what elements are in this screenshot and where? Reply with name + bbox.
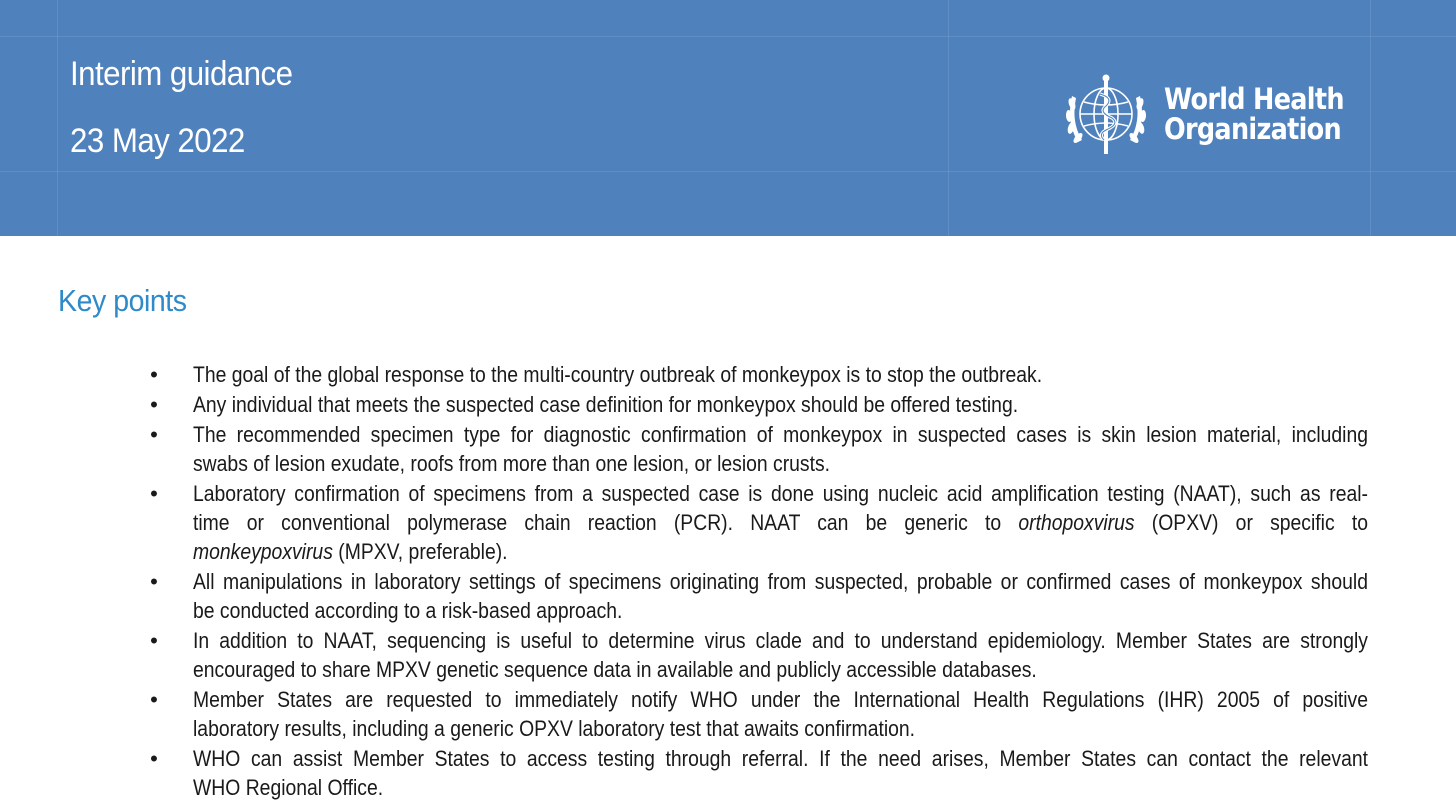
text-run: encouraged to share MPXV genetic sequence data in available and publicly accessible databases. <box>193 657 1037 682</box>
key-point-item <box>150 360 1368 389</box>
key-point-line <box>193 714 1368 743</box>
key-point-line <box>193 655 1368 684</box>
key-point-item <box>150 626 1368 684</box>
who-logo[interactable] <box>1060 72 1360 162</box>
bullet-dot-icon: • <box>150 362 158 387</box>
bullet-dot-icon: • <box>150 481 158 506</box>
text-run: WHO can assist Member States to access testing through referral. If the need arises, Member States can contact the relevant <box>193 746 1368 771</box>
document-type: Interim guidance <box>70 55 293 93</box>
organization-name <box>1164 84 1368 144</box>
key-point-line <box>193 626 1368 655</box>
key-point-line <box>193 537 1368 566</box>
who-emblem-icon <box>1060 72 1152 160</box>
key-point-item <box>150 479 1368 566</box>
italic-term: monkeypoxvirus <box>193 539 333 564</box>
key-point-line <box>193 390 1368 419</box>
text-run: time or conventional polymerase chain reaction (PCR). NAAT can be generic to <box>193 510 1019 535</box>
publication-date: 23 May 2022 <box>70 122 245 160</box>
key-point-item <box>150 420 1368 478</box>
key-point-line <box>193 685 1368 714</box>
key-point-line <box>193 508 1368 537</box>
guide-line <box>0 36 1456 37</box>
bullet-dot-icon: • <box>150 392 158 417</box>
organization-name-line1: World Health <box>1164 82 1344 116</box>
bullet-dot-icon: • <box>150 746 158 771</box>
text-run: The recommended specimen type for diagnostic confirmation of monkeypox in suspected cases is skin lesion material, including <box>193 422 1368 447</box>
bullet-dot-icon: • <box>150 569 158 594</box>
text-run: swabs of lesion exudate, roofs from more than one lesion, or lesion crusts. <box>193 451 831 476</box>
text-run: Member States are requested to immediately notify WHO under the International Health Regulations (IHR) 2005 of positive <box>193 687 1368 712</box>
text-run: All manipulations in laboratory settings of specimens originating from suspected, probable or confirmed cases of monkeypox should <box>193 569 1368 594</box>
text-run: laboratory results, including a generic OPXV laboratory test that awaits confirmation. <box>193 716 916 741</box>
key-point-item <box>150 685 1368 743</box>
text-run: be conducted according to a risk-based approach. <box>193 598 623 623</box>
header-banner <box>0 0 1456 236</box>
key-point-line <box>193 360 1368 389</box>
key-point-line <box>193 567 1368 596</box>
bullet-dot-icon: • <box>150 687 158 712</box>
bullet-dot-icon: • <box>150 628 158 653</box>
key-point-item <box>150 390 1368 419</box>
key-point-line <box>193 479 1368 508</box>
key-point-line <box>193 773 1368 802</box>
organization-name-line2: Organization <box>1164 112 1341 146</box>
key-point-line <box>193 596 1368 625</box>
bullet-dot-icon: • <box>150 422 158 447</box>
text-run: (MPXV, preferable). <box>332 539 508 564</box>
text-run: Laboratory confirmation of specimens from a suspected case is done using nucleic acid amplification testing (NAAT), such as real- <box>193 481 1368 506</box>
text-run: The goal of the global response to the multi-country outbreak of monkeypox is to stop the outbreak. <box>193 362 1043 387</box>
key-point-item <box>150 744 1368 802</box>
key-point-item <box>150 567 1368 625</box>
italic-term: orthopoxvirus <box>1018 510 1135 535</box>
key-point-line <box>193 420 1368 449</box>
text-run: (OPXV) or specific to <box>1134 510 1368 535</box>
key-point-line <box>193 744 1368 773</box>
key-point-line <box>193 449 1368 478</box>
section-heading: Key points <box>58 283 187 318</box>
guide-line <box>0 171 1456 172</box>
text-run: WHO Regional Office. <box>193 775 384 800</box>
text-run: Any individual that meets the suspected case definition for monkeypox should be offered testing. <box>193 392 1019 417</box>
text-run: In addition to NAAT, sequencing is useful to determine virus clade and to understand epidemiology. Member States are strongly <box>193 628 1368 653</box>
